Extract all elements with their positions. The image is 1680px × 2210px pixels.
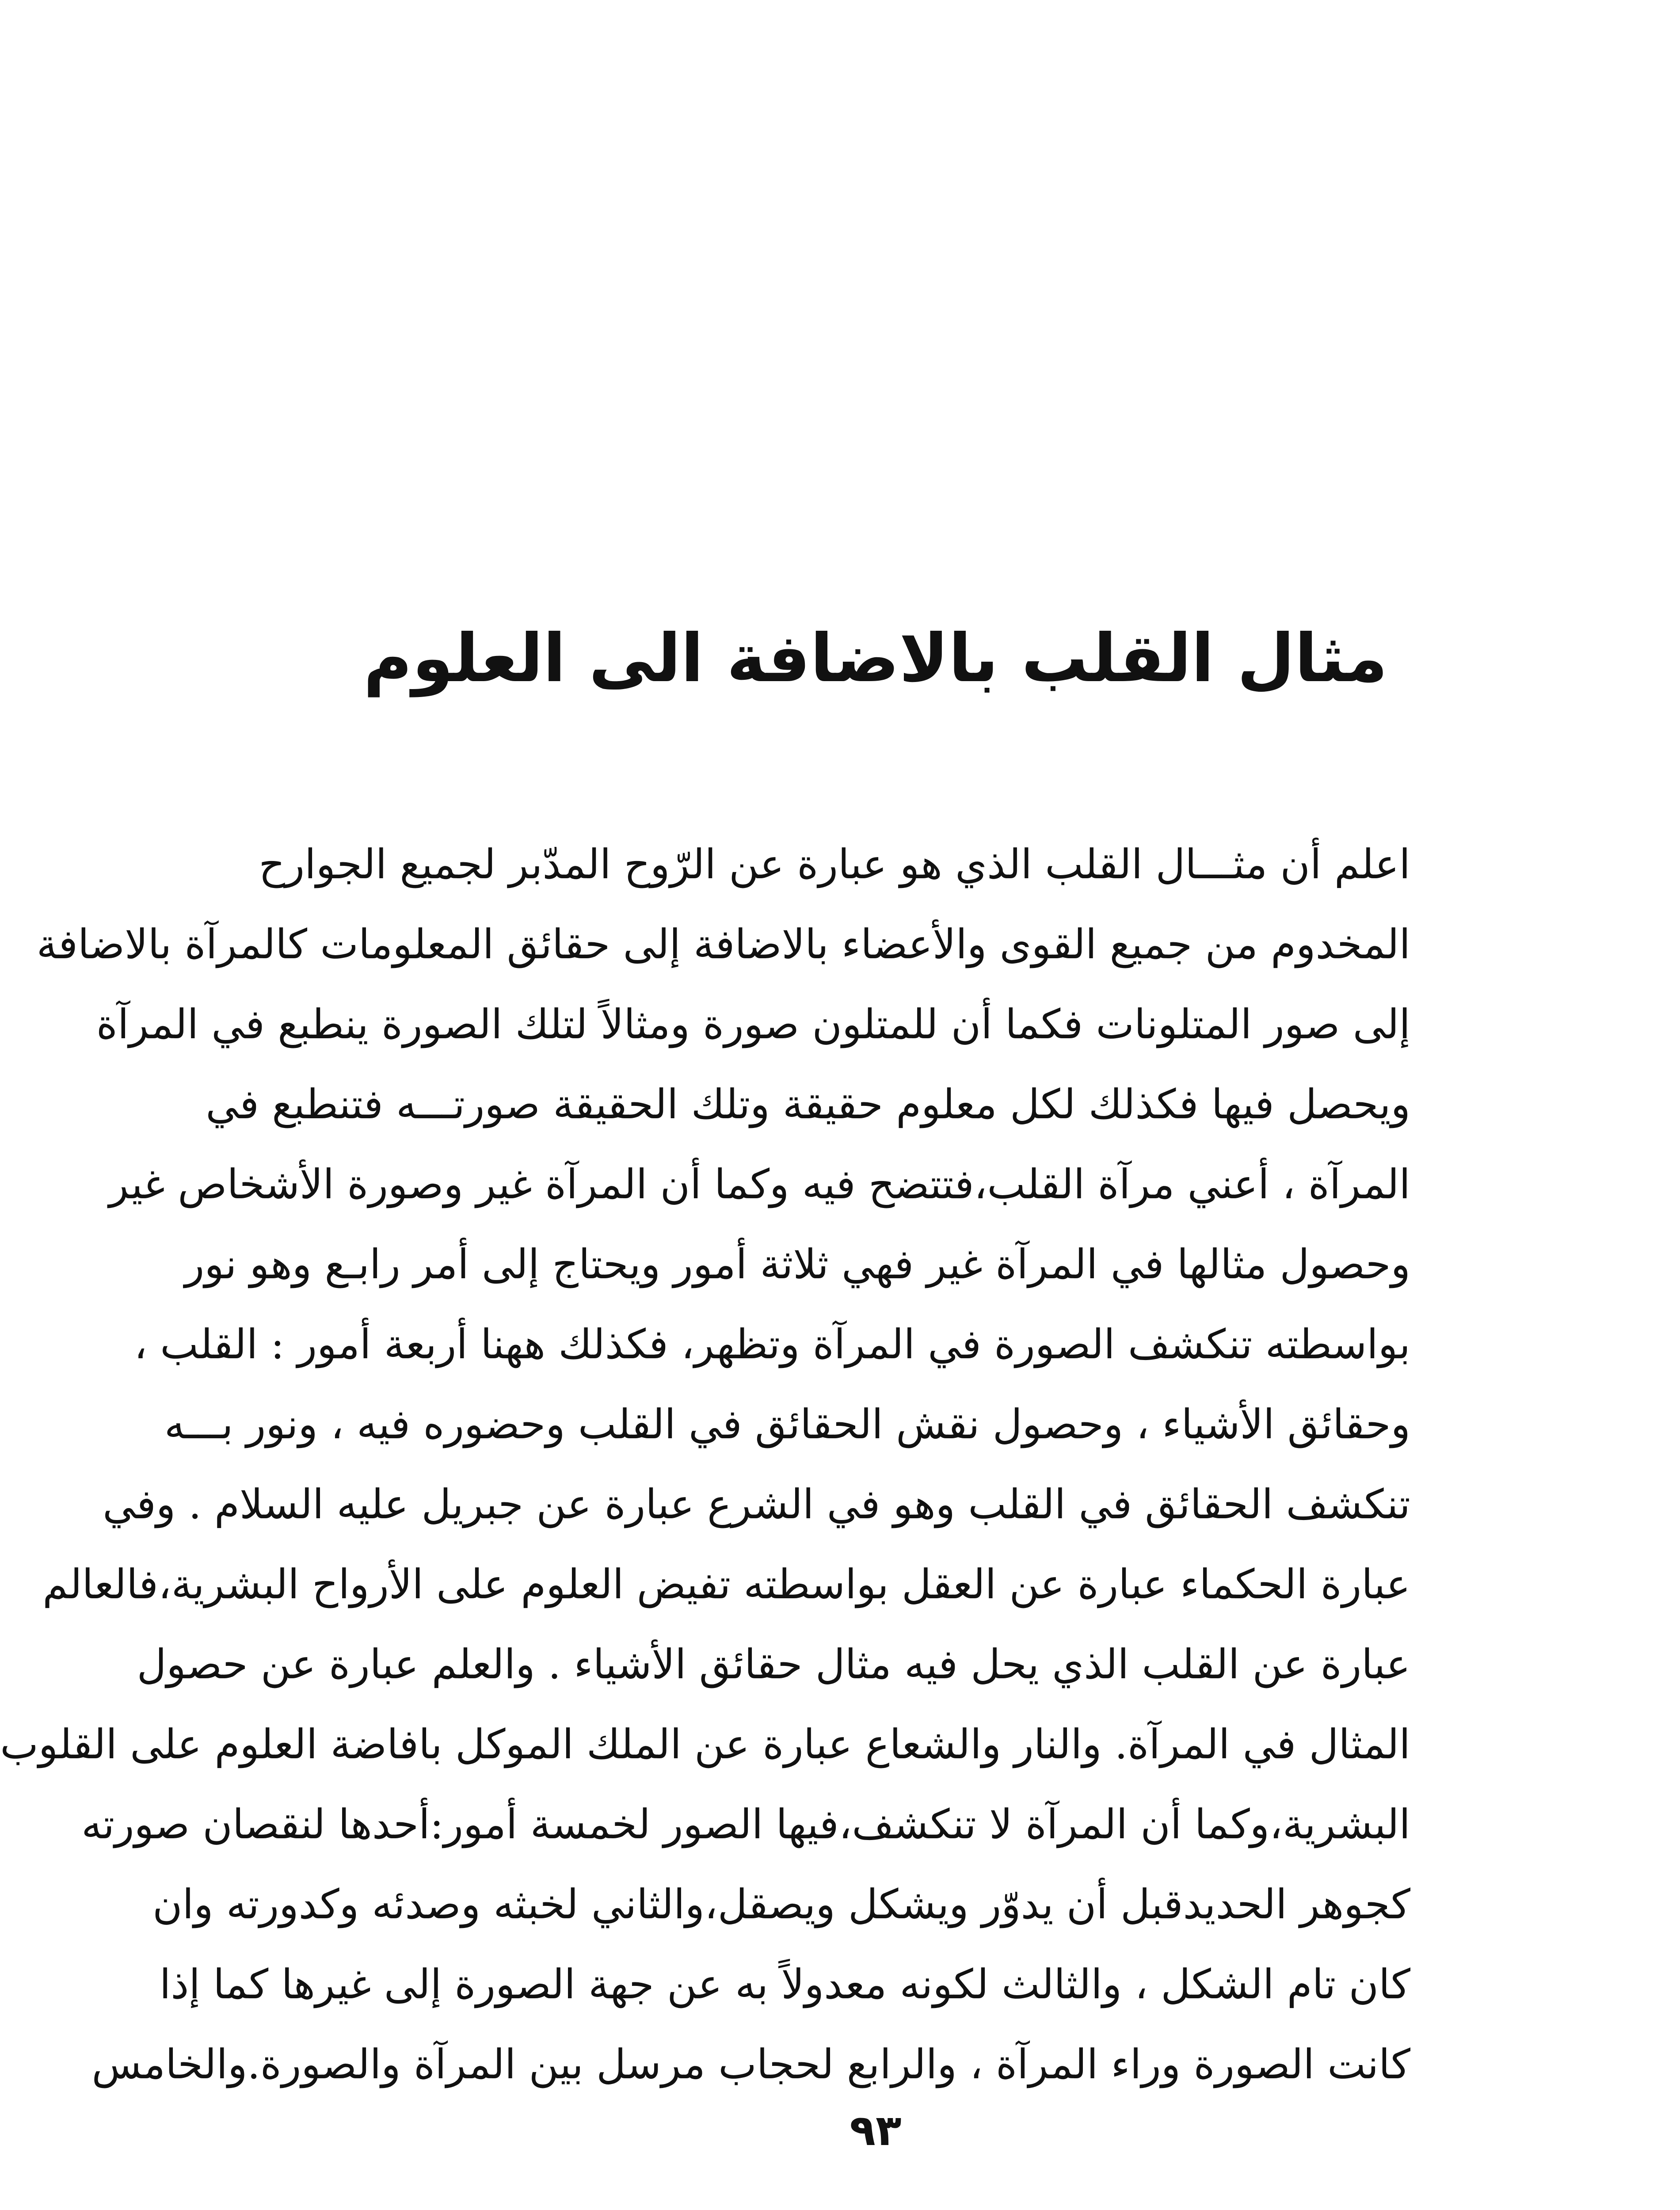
page-number: ٩٣ xyxy=(850,2106,902,2155)
text-line: كانت الصورة وراء المرآة ، والرابع لحجاب مرسل بين المرآة والصورة.والخامس xyxy=(91,2041,1410,2088)
text-line: البشرية،وكما أن المرآة لا تنكشف،فيها الصور لخمسة أمور:أحدها لنقصان صورته xyxy=(81,1801,1410,1848)
text-line: عبارة عن القلب الذي يحل فيه مثال حقائق الأشياء . والعلم عبارة عن حصول xyxy=(137,1641,1410,1688)
text-line: المثال في المرآة. والنار والشعاع عبارة عن الملك الموكل بافاضة العلوم على القلوب xyxy=(0,1721,1410,1768)
text-line: وحقائق الأشياء ، وحصول نقش الحقائق في القلب وحضوره فيه ، ونور بـــه xyxy=(164,1401,1410,1448)
text-line: المرآة ، أعني مرآة القلب،فتتضح فيه وكما أن المرآة غير وصورة الأشخاص غير xyxy=(109,1161,1410,1208)
text-line: بواسطته تنكشف الصورة في المرآة وتظهر، فكذلك ههنا أربعة أمور : القلب ، xyxy=(134,1321,1410,1368)
text-line: ويحصل فيها فكذلك لكل معلوم حقيقة وتلك الحقيقة صورتـــه فتنطبع في xyxy=(206,1081,1410,1128)
text-line: كان تام الشكل ، والثالث لكونه معدولاً به عن جهة الصورة إلى غيرها كما إذا xyxy=(159,1961,1410,2008)
text-line: المخدوم من جميع القوى والأعضاء بالاضافة إلى حقائق المعلومات كالمرآة بالاضافة xyxy=(36,921,1410,968)
text-line: كجوهر الحديدقبل أن يدوّر ويشكل ويصقل،والثاني لخبثه وصدئه وكدورته وان xyxy=(152,1881,1410,1928)
text-line: اعلم أن مثـــال القلب الذي هو عبارة عن الرّوح المدّبر لجميع الجوارح xyxy=(259,841,1410,888)
text-line: إلى صور المتلونات فكما أن للمتلون صورة ومثالاً لتلك الصورة ينطبع في المرآة xyxy=(96,1001,1410,1048)
chapter-title: مثال القلب بالاضافة الى العلوم xyxy=(363,620,1388,697)
body-text xyxy=(0,824,1410,2104)
text-line: عبارة الحكماء عبارة عن العقل بواسطته تفيض العلوم على الأرواح البشرية،فالعالم xyxy=(42,1561,1410,1608)
text-line: تنكشف الحقائق في القلب وهو في الشرع عبارة عن جبريل عليه السلام . وفي xyxy=(103,1481,1410,1528)
text-line: وحصول مثالها في المرآة غير فهي ثلاثة أمور ويحتاج إلى أمر رابـع وهو نور xyxy=(184,1241,1410,1288)
